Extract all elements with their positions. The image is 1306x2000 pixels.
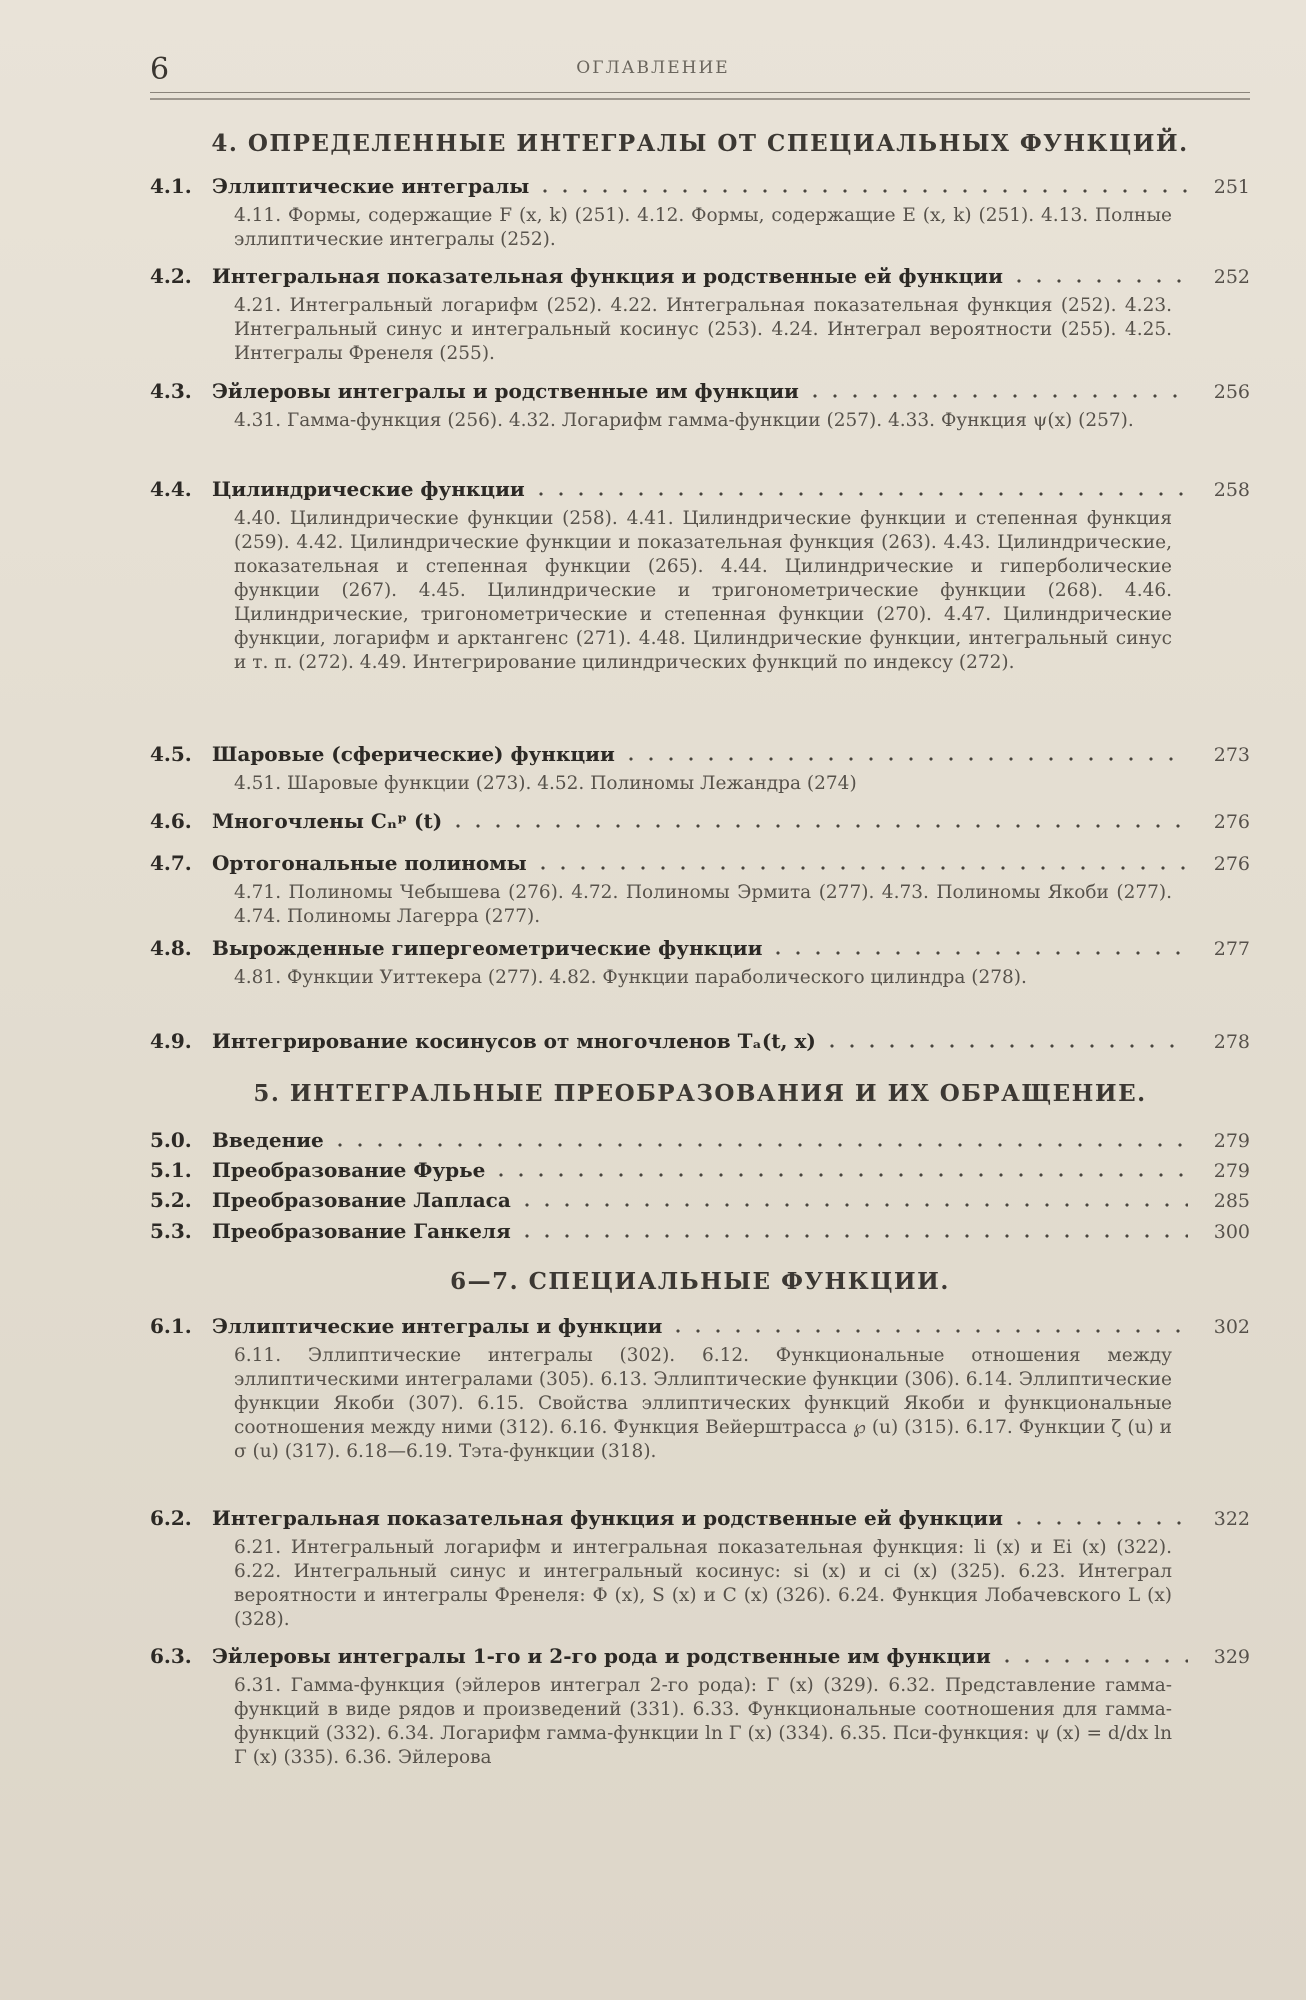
subsection-list: 6.31. Гамма-функция (эйлеров интеграл 2-го рода): Γ (x) (329). 6.32. Представление гамма-функций в виде рядов и произведений (331). 6.33. Функциональные соотношения для гамма-функций (332). 6.34. Логарифм гамма-функции ln Γ (x) (334). 6.35. Пси-функция: ψ (x) = d/dx ln Γ (x) (335). 6.36. Эйлерова — [234, 1675, 1172, 1768]
section-number: 4.2. — [150, 264, 192, 288]
section-number: 4.1. — [150, 174, 192, 198]
page-reference: 273 — [1213, 744, 1250, 766]
page-reference: 279 — [1213, 1160, 1250, 1182]
subsection-list: 4.11. Формы, содержащие F (x, k) (251). 4.12. Формы, содержащие E (x, k) (251). 4.13. Полные эллиптические интегралы (252). — [234, 205, 1172, 250]
toc-entry[interactable] — [150, 1028, 1250, 1055]
page-reference: 279 — [1213, 1130, 1250, 1152]
toc-entry[interactable] — [150, 741, 1250, 796]
section-title: Введение — [212, 1128, 324, 1152]
subsection-list: 4.51. Шаровые функции (273). 4.52. Полиномы Лежандра (274) — [234, 773, 857, 794]
section-number: 5.2. — [150, 1188, 192, 1212]
page-reference: 252 — [1213, 266, 1250, 288]
leader-dots — [1009, 1521, 1188, 1525]
section-title: Шаровые (сферические) функции — [212, 742, 615, 766]
toc-entry[interactable] — [150, 378, 1250, 433]
leader-dots — [517, 1234, 1188, 1238]
page-reference: 278 — [1213, 1031, 1250, 1053]
leader-dots — [517, 1203, 1188, 1207]
section-title: Эллиптические интегралы — [212, 174, 530, 198]
page-reference: 251 — [1213, 176, 1250, 198]
header-rule — [150, 92, 1250, 93]
section-title: Преобразование Фурье — [212, 1158, 486, 1182]
section-title: Преобразование Ганкеля — [212, 1219, 511, 1243]
leader-dots — [1009, 279, 1188, 283]
toc-entry[interactable] — [150, 1643, 1250, 1770]
leader-dots — [668, 1329, 1188, 1333]
section-title: Эйлеровы интегралы 1-го и 2-го рода и родственные им функции — [212, 1644, 991, 1668]
section-number: 5.0. — [150, 1128, 192, 1152]
leader-dots — [330, 1143, 1188, 1147]
section-title: Цилиндрические функции — [212, 477, 525, 501]
page-reference: 329 — [1213, 1646, 1250, 1668]
leader-dots — [531, 492, 1188, 496]
page-reference: 285 — [1213, 1190, 1250, 1212]
running-title: ОГЛАВЛЕНИЕ — [576, 58, 730, 78]
page-reference: 277 — [1213, 938, 1250, 960]
section-number: 4.9. — [150, 1029, 192, 1053]
subsection-list: 4.40. Цилиндрические функции (258). 4.41. Цилиндрические функции и степенная функция (259). 4.42. Цилиндрические функции и показательная функция (263). 4.43. Цилиндрические, показательная и степенная функции (265). 4.44. Цилиндрические и гиперболические функции (267). 4.45. Цилиндрические и тригонометрические функции (268). 4.46. Цилиндрические, тригонометрические и степенная функции (270). 4.47. Цилиндрические функции, логарифм и арктангенс (271). 4.48. Цилиндрические функции, интегральный синус и т. п. (272). 4.49. Интегрирование цилиндрических функций по индексу (272). — [234, 508, 1172, 673]
subsection-list: 4.31. Гамма-функция (256). 4.32. Логарифм гамма-функции (257). 4.33. Функция ψ(x) (257). — [234, 410, 1134, 431]
subsection-list: 4.81. Функции Уиттекера (277). 4.82. Функции параболического цилиндра (278). — [234, 967, 1027, 988]
toc-entry[interactable] — [150, 263, 1250, 366]
leader-dots — [805, 394, 1188, 398]
section-title: Интегрирование косинусов от многочленов Tₐ(t, x) — [212, 1029, 816, 1053]
leader-dots — [491, 1173, 1188, 1177]
section-title: Вырожденные гипергеометрические функции — [212, 936, 763, 960]
header-rule-double — [150, 98, 1250, 100]
section-number: 4.7. — [150, 851, 192, 875]
leader-dots — [621, 757, 1188, 761]
subsection-list: 4.21. Интегральный логарифм (252). 4.22. Интегральная показательная функция (252). 4.23. Интегральный синус и интегральный косинус (253). 4.24. Интеграл вероятности (255). 4.25. Интегралы Френеля (255). — [234, 295, 1172, 364]
section-title: Эллиптические интегралы и функции — [212, 1314, 663, 1338]
section-title: Многочлены Cₙᵖ (t) — [212, 809, 443, 833]
chapter-title: 4. ОПРЕДЕЛЕННЫЕ ИНТЕГРАЛЫ ОТ СПЕЦИАЛЬНЫХ ФУНКЦИЙ. — [211, 130, 1189, 157]
page-reference: 302 — [1213, 1316, 1250, 1338]
page-reference: 300 — [1213, 1221, 1250, 1243]
section-number: 6.1. — [150, 1314, 192, 1338]
section-number: 5.3. — [150, 1219, 192, 1243]
section-number: 4.4. — [150, 477, 192, 501]
leader-dots — [997, 1659, 1188, 1663]
chapter-title: 5. ИНТЕГРАЛЬНЫЕ ПРЕОБРАЗОВАНИЯ И ИХ ОБРАЩЕНИЕ. — [253, 1080, 1147, 1107]
section-number: 6.3. — [150, 1644, 192, 1668]
subsection-list: 4.71. Полиномы Чебышева (276). 4.72. Полиномы Эрмита (277). 4.73. Полиномы Якоби (277). 4.74. Полиномы Лагерра (277). — [234, 882, 1172, 927]
section-number: 4.8. — [150, 936, 192, 960]
toc-entry[interactable] — [150, 476, 1250, 675]
subsection-list: 6.11. Эллиптические интегралы (302). 6.12. Функциональные отношения между эллиптическими интегралами (305). 6.13. Эллиптические функции (306). 6.14. Эллиптические функции Якоби (307). 6.15. Свойства эллиптических функций Якоби и функциональные соотношения между ними (312). 6.16. Функция Вейерштрасса ℘ (u) (315). 6.17. Функции ζ (u) и σ (u) (317). 6.18—6.19. Тэта-функции (318). — [234, 1345, 1172, 1462]
toc-entry[interactable] — [150, 1187, 1250, 1214]
toc-entry[interactable] — [150, 1313, 1250, 1464]
section-title: Ортогональные полиномы — [212, 851, 527, 875]
section-number: 4.3. — [150, 379, 192, 403]
page-reference: 276 — [1213, 853, 1250, 875]
page-number: 6 — [150, 52, 170, 87]
page-reference: 256 — [1213, 381, 1250, 403]
toc-entry[interactable] — [150, 1157, 1250, 1184]
toc-entry[interactable] — [150, 808, 1250, 835]
toc-entry[interactable] — [150, 1218, 1250, 1245]
leader-dots — [535, 189, 1188, 193]
section-number: 5.1. — [150, 1158, 192, 1182]
section-number: 4.5. — [150, 742, 192, 766]
section-title: Преобразование Лапласа — [212, 1188, 511, 1212]
chapter-title: 6—7. СПЕЦИАЛЬНЫЕ ФУНКЦИИ. — [450, 1268, 950, 1295]
page-reference: 322 — [1213, 1508, 1250, 1530]
section-number: 6.2. — [150, 1506, 192, 1530]
page-reference: 258 — [1213, 479, 1250, 501]
toc-entry[interactable] — [150, 935, 1250, 990]
section-title: Эйлеровы интегралы и родственные им функции — [212, 379, 799, 403]
section-title: Интегральная показательная функция и родственные ей функции — [212, 1506, 1003, 1530]
toc-entry[interactable] — [150, 1505, 1250, 1632]
subsection-list: 6.21. Интегральный логарифм и интегральная показательная функция: li (x) и Ei (x) (322). 6.22. Интегральный синус и интегральный косинус: si (x) и ci (x) (325). 6.23. Интеграл вероятности и интегралы Френеля: Φ (x), S (x) и C (x) (326). 6.24. Функция Лобачевского L (x) (328). — [234, 1537, 1172, 1630]
toc-entry[interactable] — [150, 1127, 1250, 1154]
leader-dots — [533, 866, 1188, 870]
toc-entry[interactable] — [150, 850, 1250, 929]
leader-dots — [448, 824, 1188, 828]
section-number: 4.6. — [150, 809, 192, 833]
page-reference: 276 — [1213, 811, 1250, 833]
leader-dots — [768, 951, 1188, 955]
section-title: Интегральная показательная функция и родственные ей функции — [212, 264, 1003, 288]
leader-dots — [822, 1044, 1188, 1048]
toc-entry[interactable] — [150, 173, 1250, 252]
